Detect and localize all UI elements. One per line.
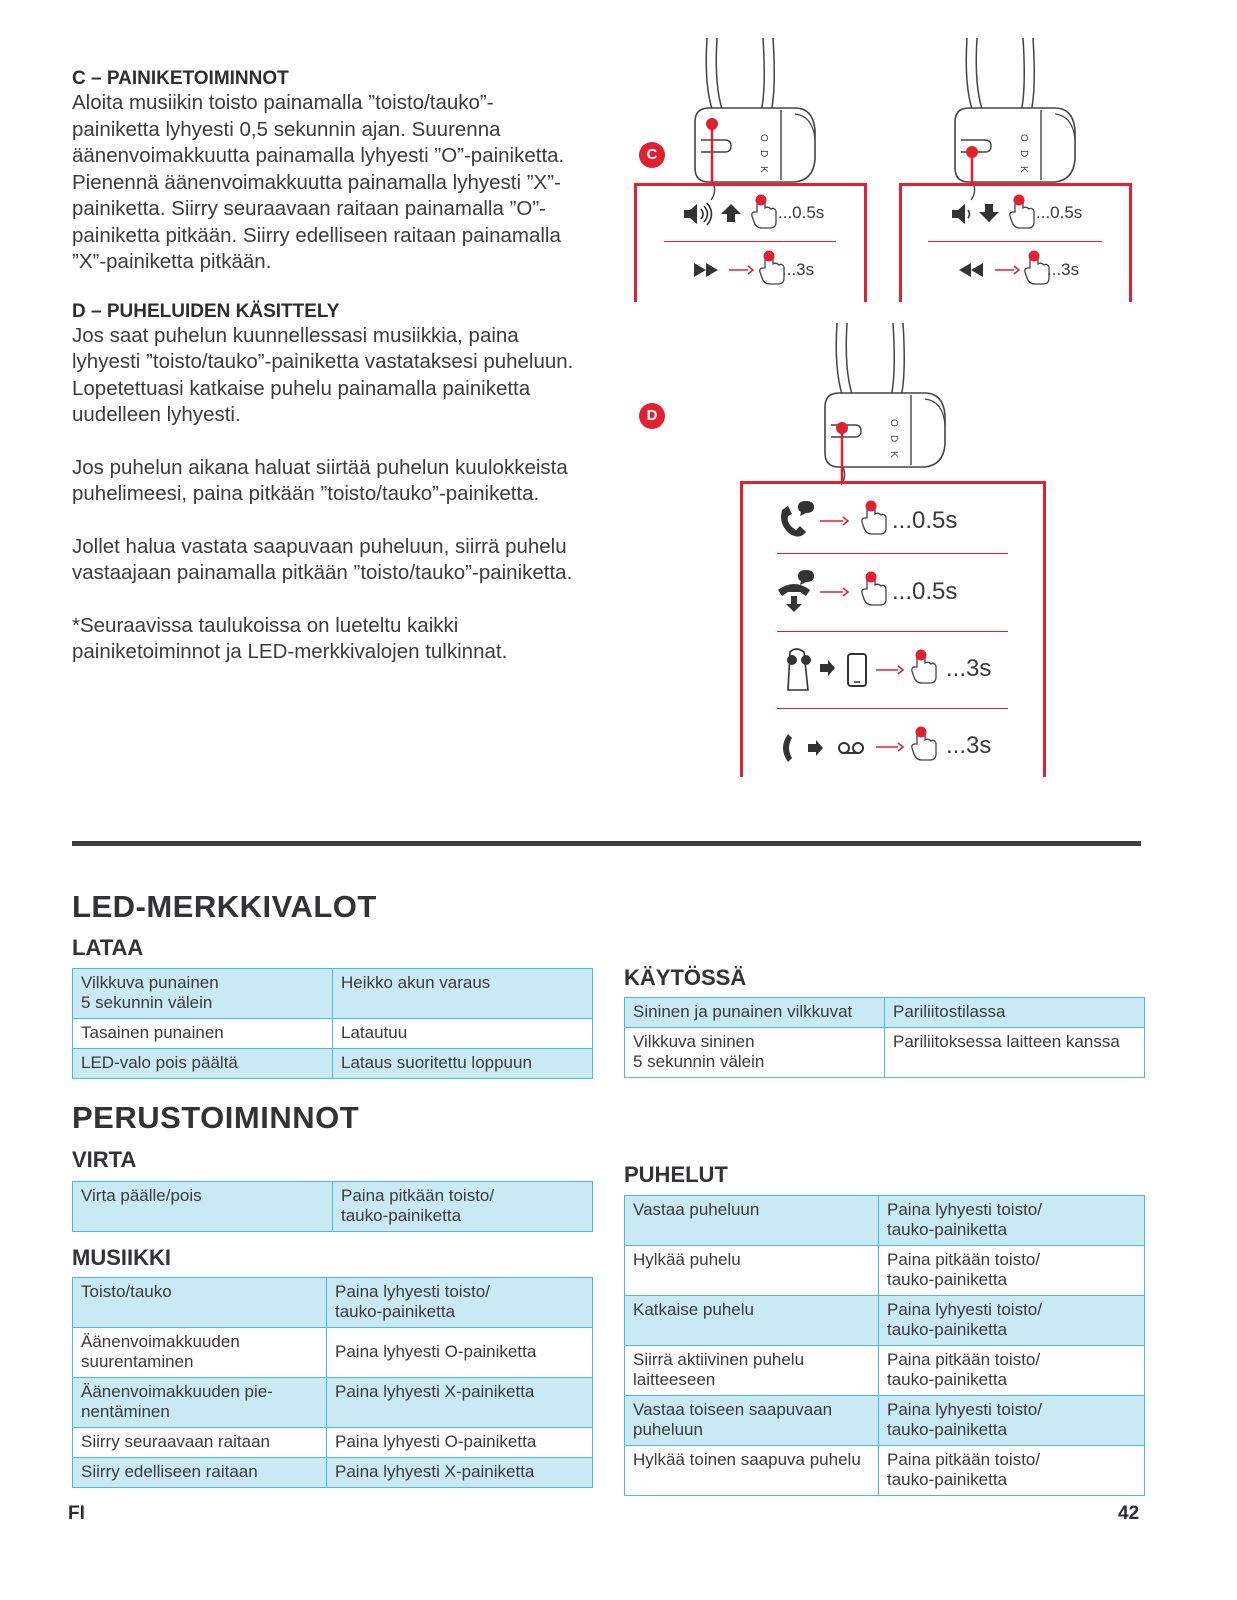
text-line: uudelleen lyhyesti. [72, 403, 241, 426]
table-row [73, 1458, 593, 1488]
text-line: painiketta lyhyesti 0,5 sekunnin ajan. Suurenna [72, 117, 501, 141]
table-cell-value: Paina pitkään toisto/ tauko-painiketta [879, 1246, 1145, 1296]
table-row [73, 1049, 593, 1079]
table-cell-label: Vastaa toiseen saapuvaan puheluun [625, 1396, 879, 1446]
table-row [73, 1428, 593, 1458]
table-cell-label: Siirry seuraavaan raitaan [73, 1428, 327, 1458]
table-row [625, 1028, 1145, 1078]
text-line: painiketoiminnot ja LED-merkkivalojen tulkinnat. [72, 640, 508, 663]
text-line: Aloita musiikin toisto painamalla ”toisto/tauko”- [72, 91, 494, 114]
table-row [73, 969, 593, 1019]
text-line: vastaajaan painamalla pitkään ”toisto/tauko”-painiketta. [72, 561, 573, 584]
divider [777, 553, 1008, 554]
text-line: Pienennä äänenvoimakkuutta painamalla lyhyesti ”X”- [72, 170, 561, 194]
virta-title: VIRTA [72, 1147, 137, 1172]
section-separator [72, 841, 1141, 846]
table-cell-label: Virta päälle/pois [73, 1182, 333, 1232]
table-cell-value: Latautuu [333, 1019, 593, 1049]
table-cell-label: Siirry edelliseen raitaan [73, 1458, 327, 1488]
table-row [73, 1328, 593, 1378]
basic-title: PERUSTOIMINNOT [72, 1100, 360, 1135]
d-row3-time: ...3s [946, 655, 992, 682]
section-d-title: D – PUHELUIDEN KÄSITTELY [72, 300, 340, 322]
section-c-title: C – PAINIKETOIMINNOT [72, 68, 289, 89]
divider [928, 241, 1102, 242]
text-line: Jos puhelun aikana haluat siirtää puhelun kuulokkeista [72, 455, 568, 479]
table-row [625, 1246, 1145, 1296]
d-row1-time: ...0.5s [892, 507, 958, 534]
text-line: *Seuraavissa taulukoissa on lueteltu kaikki [72, 613, 459, 637]
table-cell-value: Paina lyhyesti toisto/ tauko-painiketta [879, 1296, 1145, 1346]
d-row4-time: ...3s [946, 732, 992, 759]
text-line: Lopetettuasi katkaise puhelu painamalla painiketta [72, 376, 531, 400]
text-line: Jos saat puhelun kuunnellessasi musiikkia, paina [72, 323, 519, 347]
table-row [73, 1278, 593, 1328]
kaytossa-title: KÄYTÖSSÄ [624, 965, 747, 990]
c-left-box [634, 183, 867, 302]
virta-table [72, 1181, 593, 1232]
table-cell-label: Katkaise puhelu [625, 1296, 879, 1346]
table-cell-value: Paina pitkään toisto/ tauko-painiketta [879, 1346, 1145, 1396]
lataa-table [72, 968, 593, 1079]
table-cell-value: Paina lyhyesti toisto/ tauko-painiketta [327, 1278, 593, 1328]
table-cell-label: Vilkkuva punainen 5 sekunnin välein [73, 969, 333, 1019]
badge-d: D [639, 403, 665, 429]
table-cell-value: Paina lyhyesti toisto/ tauko-painiketta [879, 1396, 1145, 1446]
text-line: Jollet halua vastata saapuvaan puheluun, siirrä puhelu [72, 534, 567, 558]
table-cell-label: Siirrä aktiivinen puhelu laitteeseen [625, 1346, 879, 1396]
text-line: lyhyesti ”toisto/tauko”-painiketta vastataksesi puheluun. [72, 350, 574, 373]
table-row [625, 1446, 1145, 1496]
puhelut-table [624, 1195, 1145, 1496]
table-cell-value: Paina lyhyesti X-painiketta [327, 1458, 593, 1488]
table-cell-label: Hylkää toinen saapuva puhelu [625, 1446, 879, 1496]
musiikki-table [72, 1277, 593, 1488]
table-row [73, 1378, 593, 1428]
d-row2-time: ...0.5s [892, 578, 958, 605]
lataa-title: LATAA [72, 935, 144, 960]
table-row [625, 1346, 1145, 1396]
text-line: painiketta. Siirry seuraavaan raitaan painamalla ”O”- [72, 197, 547, 220]
musiikki-title: MUSIIKKI [72, 1245, 171, 1270]
table-cell-value: Pariliitostilassa [885, 998, 1145, 1028]
table-cell-value: Paina pitkään toisto/ tauko-painiketta [333, 1182, 593, 1232]
text-line: ”X”-painiketta pitkään. [72, 250, 272, 273]
c-left-row2-time: ...3s [782, 260, 815, 279]
table-cell-value: Paina lyhyesti O-painiketta [327, 1328, 593, 1378]
button-diagrams: O D K [0, 0, 1237, 800]
table-cell-label: LED-valo pois päältä [73, 1049, 333, 1079]
puhelut-title: PUHELUT [624, 1162, 728, 1187]
table-row [73, 1019, 593, 1049]
table-cell-label: Vilkkuva sininen 5 sekunnin välein [625, 1028, 885, 1078]
c-right-row1-time: ...0.5s [1036, 203, 1083, 222]
divider [777, 708, 1008, 709]
text-line: painiketta pitkään. Siirry edelliseen raitaan painamalla [72, 223, 561, 247]
table-row [625, 1296, 1145, 1346]
kaytossa-table [624, 997, 1145, 1078]
text-line: puhelimeesi, paina pitkään ”toisto/tauko”-painiketta. [72, 482, 540, 505]
table-cell-label: Tasainen punainen [73, 1019, 333, 1049]
table-cell-label: Sininen ja punainen vilkkuvat [625, 998, 885, 1028]
table-cell-label: Äänenvoimakkuuden suurentaminen [73, 1328, 327, 1378]
table-cell-label: Äänenvoimakkuuden pie- nentäminen [73, 1378, 327, 1428]
table-cell-value: Paina pitkään toisto/ tauko-painiketta [879, 1446, 1145, 1496]
divider [664, 241, 836, 242]
table-cell-value: Heikko akun varaus [333, 969, 593, 1019]
table-cell-value: Pariliitoksessa laitteen kanssa [885, 1028, 1145, 1078]
language-code: FI [68, 1503, 85, 1524]
text-line: äänenvoimakkuutta painamalla lyhyesti ”O”-painiketta. [72, 144, 565, 167]
table-cell-label: Vastaa puheluun [625, 1196, 879, 1246]
table-row [625, 1396, 1145, 1446]
table-row [625, 998, 1145, 1028]
table-cell-label: Hylkää puhelu [625, 1246, 879, 1296]
table-row [73, 1182, 593, 1232]
table-cell-value: Paina lyhyesti O-painiketta [327, 1428, 593, 1458]
table-cell-value: Paina lyhyesti X-painiketta [327, 1378, 593, 1428]
table-row [625, 1196, 1145, 1246]
divider [777, 631, 1008, 632]
table-cell-value: Paina lyhyesti toisto/ tauko-painiketta [879, 1196, 1145, 1246]
table-cell-label: Toisto/tauko [73, 1278, 327, 1328]
page-number: 42 [1118, 1503, 1140, 1524]
c-right-row2-time: ...3s [1047, 260, 1080, 279]
table-cell-value: Lataus suoritettu loppuun [333, 1049, 593, 1079]
led-title: LED-MERKKIVALOT [72, 889, 377, 924]
c-left-row1-time: ...0.5s [778, 203, 825, 222]
badge-c: C [639, 142, 665, 168]
c-right-box [899, 183, 1132, 302]
